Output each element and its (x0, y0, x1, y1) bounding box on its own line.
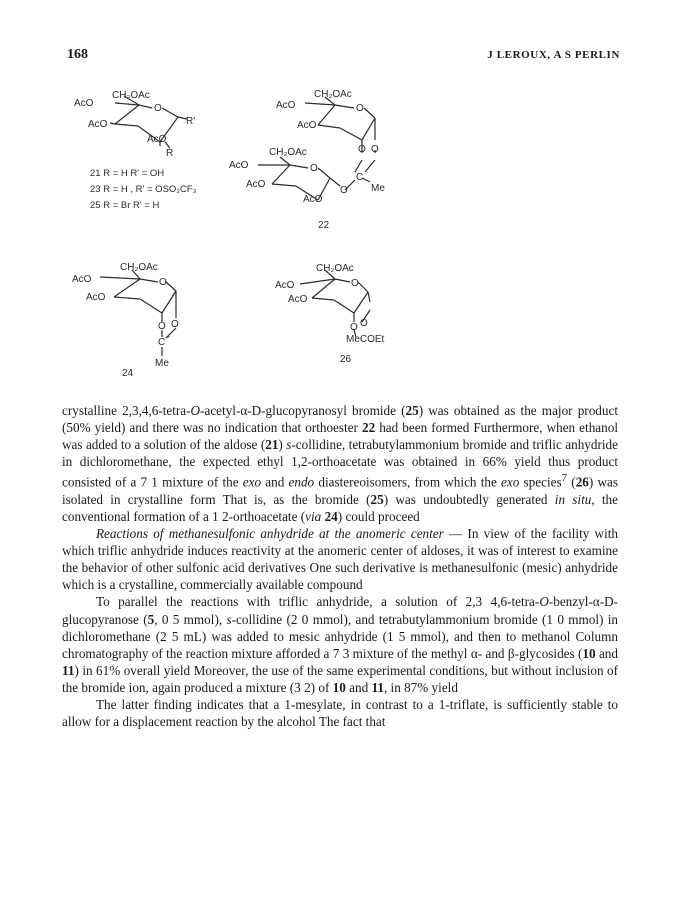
legend-25: 25 R = Br R' = H (90, 200, 160, 211)
paragraph-3: To parallel the reactions with triflic anhydride, a solution of 2,3 4,6-tetra-O-benzyl-α-D-glucopyranose (5, 0 5 mmol), s-collidine (2 0 mmol), and tetrabutylammonium bromide (1 0 mmol) in dichloromethane (2 5 mL) was added to mesic anhydride (1 5 mmol), and then to methanol Column chromatography of the reaction mixture afforded a 7 3 mixture of the methyl α- and β-glycosides (10 and 11) in 61% overall yield Moreover, the use of the same experimental conditions, but without inclusion of the bromide ion, again produced a mixture (3 2) of 10 and 11, in 87% yield (62, 594, 619, 695)
s26-meco-et: MeCOEt (346, 334, 385, 345)
s24-ring-o: O (159, 277, 167, 288)
s24-ch2oac: CH₂OAc (120, 262, 158, 273)
s24-label: 24 (122, 368, 134, 379)
s21-r: R (166, 148, 174, 159)
body-text (62, 402, 618, 730)
running-head: J LEROUX, A S PERLIN (487, 49, 620, 61)
paragraph-2: Reactions of methanesulfonic anhydride at the anomeric center — In view of the facility with which triflic anhydride induces reactivity at the anomeric center of aldoses, it was of interest to examine the behavior of other sulfonic acid derivatives One such derivative is methanesulfonic (mesic) anhydride which is a crystalline, commercially available compound (62, 526, 619, 593)
s24-me: Me (155, 358, 169, 369)
paragraph-4: The latter finding indicates that a 1-mesylate, in contrast to a 1-triflate, is sufficiently stable to allow for a displacement reaction by the alcohol The fact that (62, 696, 618, 730)
s26-ch2oac: CH₂OAc (316, 263, 354, 274)
s22-aco-lower-top: AcO (229, 160, 249, 171)
s21-aco-top: AcO (74, 98, 94, 109)
legend-23: 23 R = H , R' = OSO₂CF₃ (90, 184, 197, 195)
s26-label: 26 (340, 354, 352, 365)
s21-aco-mid: AcO (88, 119, 108, 130)
s24-c-plus: C (158, 337, 166, 348)
s26-ring-o: O (351, 278, 359, 289)
s22-c-center: C (356, 172, 364, 183)
s22-o-link-2: O (371, 144, 379, 155)
s22-aco-mid: AcO (297, 120, 317, 131)
legend-21: 21 R = H R' = OH (90, 168, 165, 179)
s24-o-1: O (158, 321, 166, 332)
s26-aco-mid: AcO (288, 294, 308, 305)
s22-ch2oac-lower: CH₂OAc (269, 147, 307, 158)
s22-ring-o-top: O (356, 103, 364, 114)
s24-aco-mid: AcO (86, 292, 106, 303)
s21-aco-bottom: AcO (147, 134, 167, 145)
paragraph-1: crystalline 2,3,4,6-tetra-O-acetyl-α-D-glucopyranosyl bromide (25) was obtained as the major product (50% yield) and there was no indication that orthoester 22 had been formed Furthermore, when ethanol was added to a solution of the aldose (21) s-collidine, tetrabutylammonium bromide and triflic anhydride in dichloromethane, the expected ethyl 1,2-orthoacetate was obtained in 66% yield thus product consisted of a 7 1 mixture of the exo and endo diastereoisomers, from which the exo species$^7$ (26) was isolated in crystalline form That is, as the bromide (25) was undoubtedly generated in situ, the conventional formation of a 1 2-orthoacetate (via 24) could proceed (62, 403, 618, 524)
s26-o-2: O (360, 318, 368, 329)
s24-plus-sign: + (166, 334, 171, 341)
s26-aco-top: AcO (275, 280, 295, 291)
reaction-scheme (0, 0, 679, 390)
s22-o-link-3: O (340, 185, 348, 196)
s24-o-2: O (171, 319, 179, 330)
s22-ch2oac-top: CH₂OAc (314, 89, 352, 100)
s21-ch2oac: CH₂OAc (112, 90, 150, 101)
s22-me: Me (371, 183, 385, 194)
s26-o-1: O (350, 322, 358, 333)
s21-ring-o: O (154, 103, 162, 114)
s22-ring-o-lower: O (310, 163, 318, 174)
s22-aco-top: AcO (276, 100, 296, 111)
s24-aco-top: AcO (72, 274, 92, 285)
s22-aco-lower-bottom: AcO (303, 194, 323, 205)
s22-aco-lower-mid: AcO (246, 179, 266, 190)
page-number: 168 (67, 47, 88, 62)
s21-r-prime: R' (186, 116, 196, 127)
s22-o-link-1: O (358, 144, 366, 155)
section-heading: Reactions of methanesulfonic anhydride at the anomeric center (96, 526, 444, 542)
s22-label: 22 (318, 220, 330, 231)
